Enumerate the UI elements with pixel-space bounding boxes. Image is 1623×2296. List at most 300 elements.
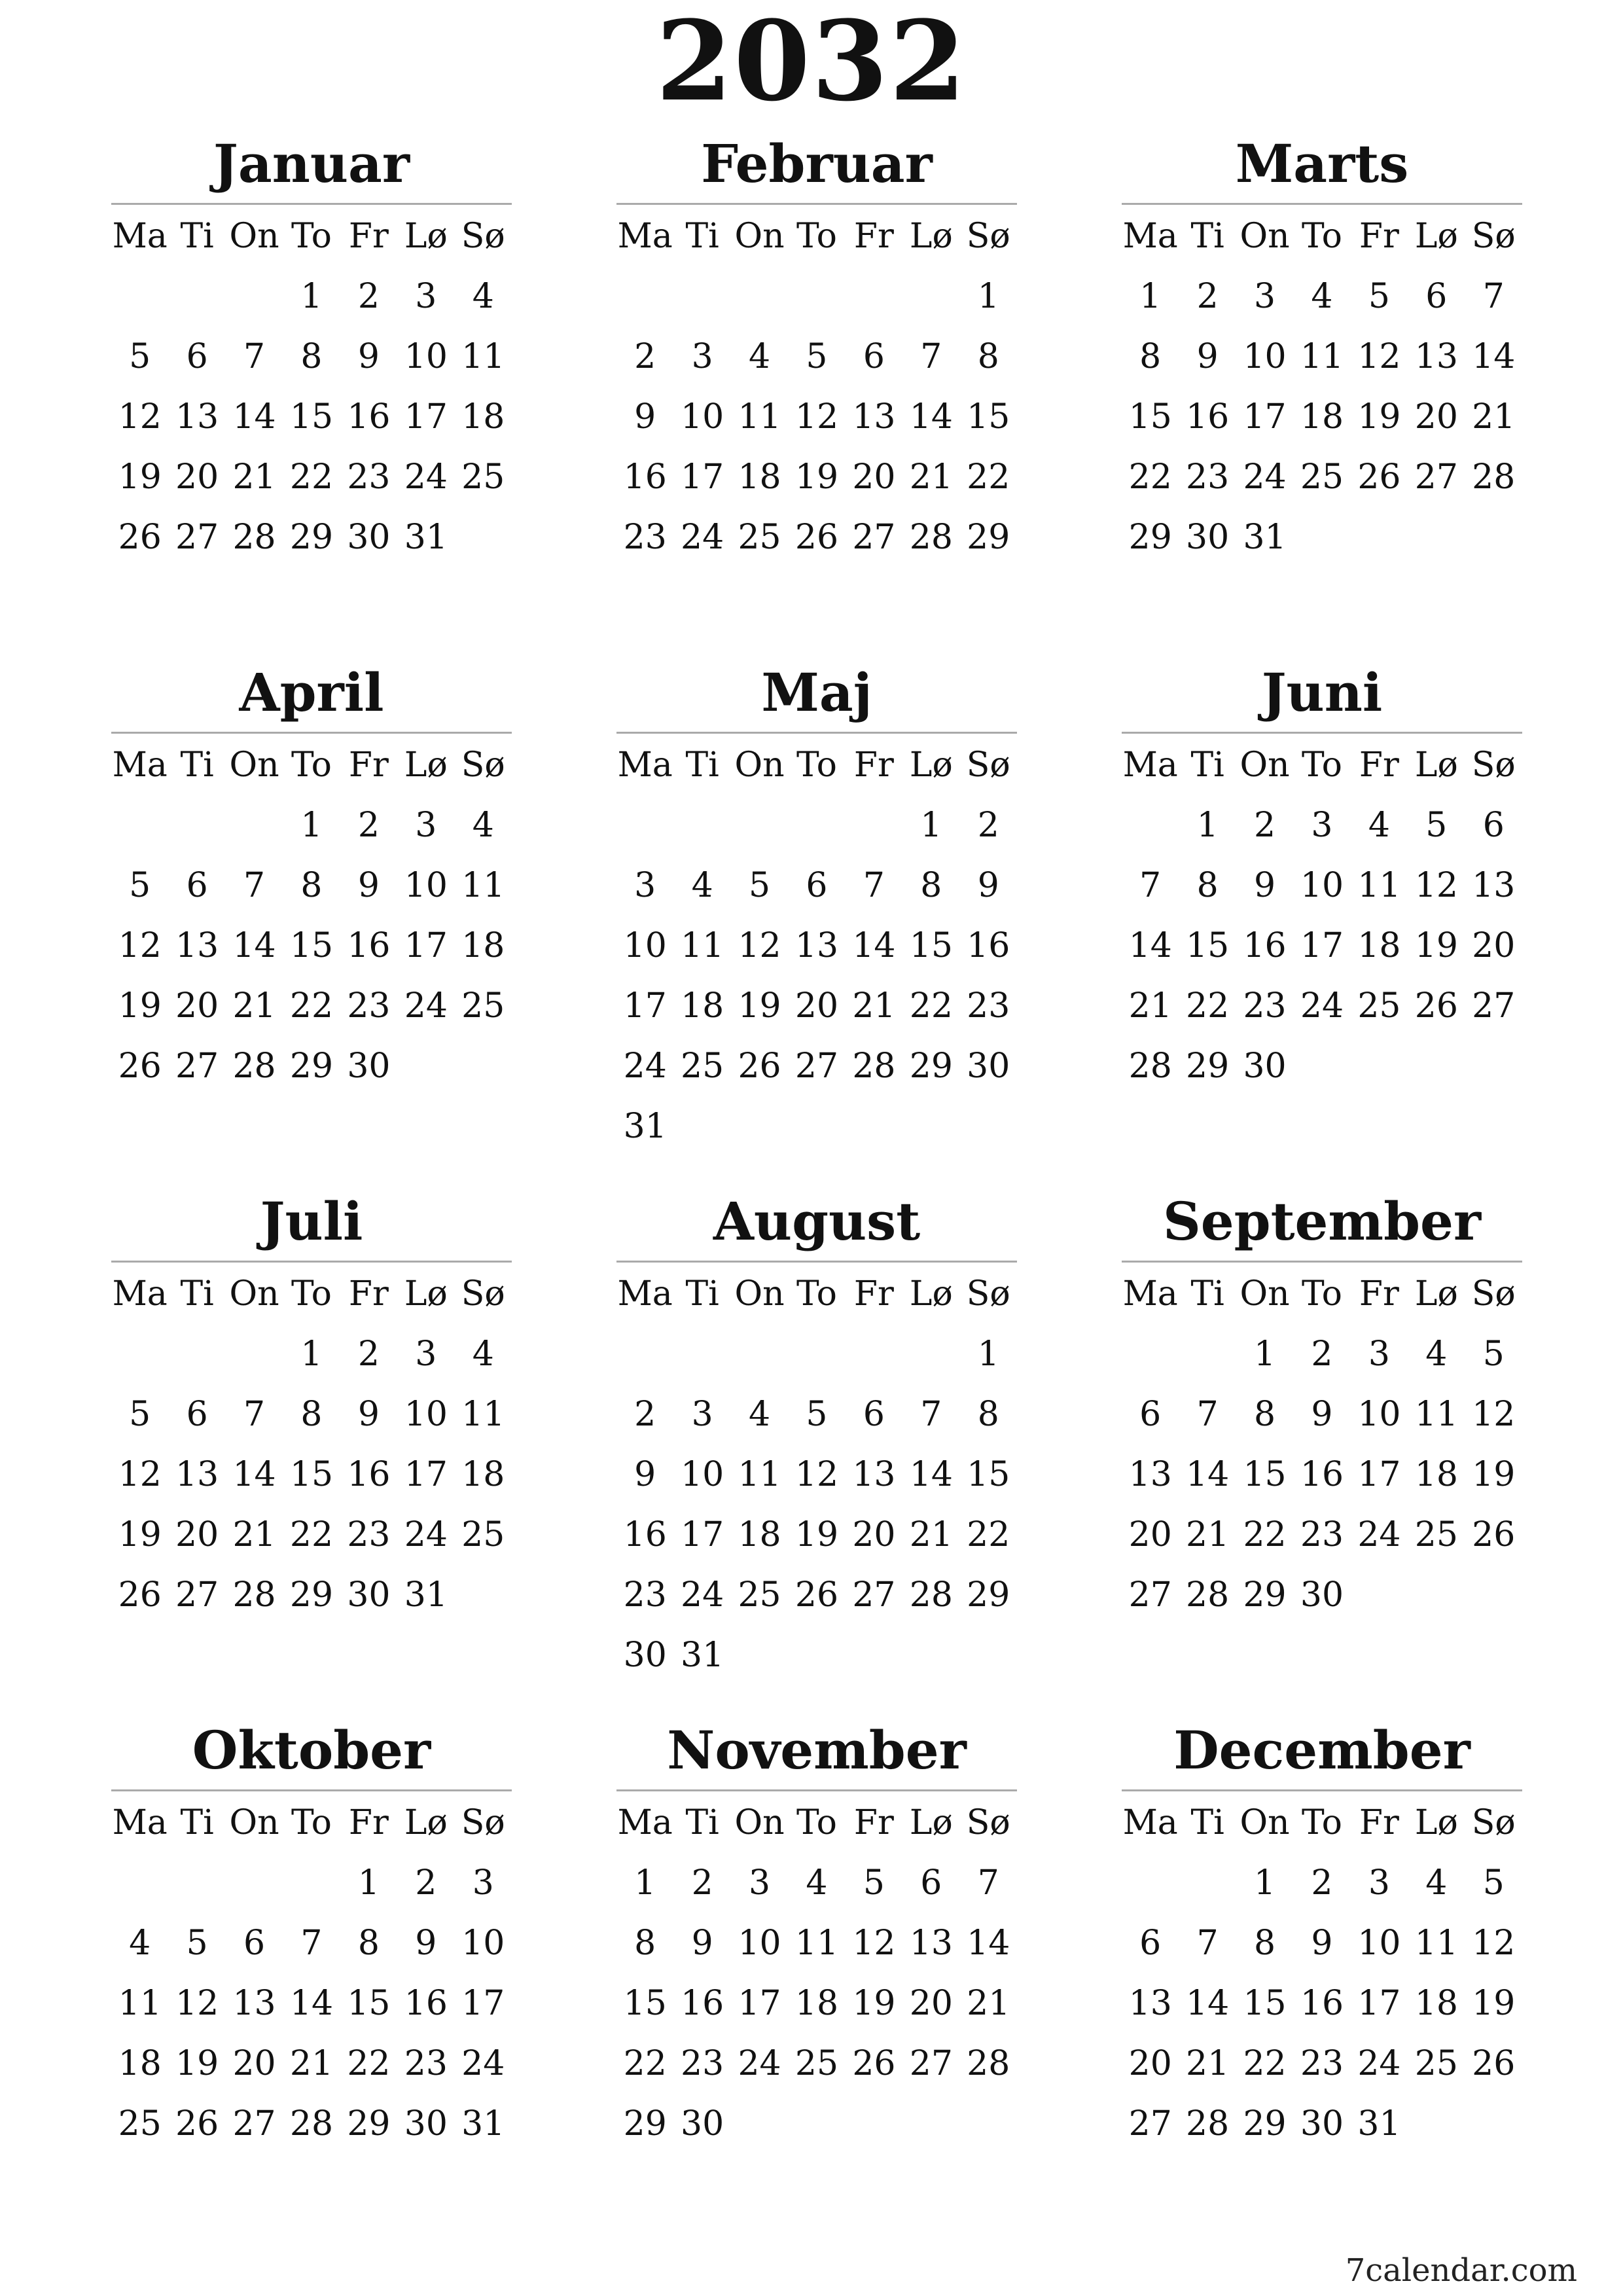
day-cell: 4: [1311, 277, 1333, 316]
day-cell: 13: [232, 1984, 276, 2023]
day-cell: 30: [1300, 2104, 1344, 2144]
day-cell: 14: [967, 1924, 1010, 1963]
month-title: April: [239, 662, 384, 723]
weekday-header: Fr: [348, 1274, 389, 1314]
weekday-header: Fr: [348, 1803, 389, 1842]
weekday-header: To: [796, 745, 837, 785]
day-cell: 10: [1300, 866, 1344, 905]
day-cell: 12: [738, 926, 781, 965]
day-cell: 25: [794, 2044, 839, 2083]
weekday-header: Sø: [461, 1274, 505, 1314]
day-cell: 31: [461, 2104, 505, 2144]
month-title: August: [713, 1191, 921, 1252]
day-cell: 13: [852, 1455, 896, 1494]
day-cell: 17: [1357, 1984, 1401, 2023]
weekday-header: Ti: [180, 217, 214, 256]
day-cell: 3: [472, 1863, 494, 1903]
day-cell: 30: [967, 1047, 1010, 1086]
day-cell: 24: [1300, 986, 1344, 1026]
day-cell: 16: [1243, 926, 1287, 965]
day-cell: 24: [1357, 2044, 1401, 2083]
day-cell: 6: [243, 1924, 266, 1963]
weekday-header: Ma: [617, 1803, 673, 1842]
day-cell: 27: [175, 1047, 219, 1086]
day-cell: 26: [794, 518, 839, 557]
day-cell: 15: [289, 397, 334, 437]
weekday-header: On: [1240, 1803, 1290, 1842]
day-cell: 28: [232, 1575, 276, 1615]
day-cell: 10: [1357, 1924, 1401, 1963]
day-cell: 29: [967, 518, 1010, 557]
day-cell: 22: [623, 2044, 667, 2083]
day-cell: 29: [289, 1047, 334, 1086]
day-cell: 25: [461, 1515, 505, 1554]
day-cell: 8: [1139, 337, 1162, 376]
day-cell: 3: [691, 1395, 713, 1434]
day-cell: 26: [852, 2044, 896, 2083]
day-cell: 28: [232, 518, 276, 557]
day-cell: 24: [681, 518, 724, 557]
weekday-header: Ma: [112, 745, 168, 785]
day-cell: 5: [186, 1924, 208, 1963]
day-cell: 27: [852, 518, 896, 557]
day-cell: 2: [634, 337, 656, 376]
day-cell: 2: [415, 1863, 437, 1903]
day-cell: 1: [977, 277, 999, 316]
day-cell: 23: [967, 986, 1010, 1026]
day-cell: 22: [1128, 457, 1172, 497]
month-title: Juni: [1261, 662, 1383, 723]
day-cell: 1: [920, 806, 942, 845]
day-cell: 7: [920, 337, 942, 376]
day-cell: 30: [347, 518, 391, 557]
day-cell: 23: [404, 2044, 448, 2083]
day-cell: 3: [415, 806, 437, 845]
day-cell: 7: [243, 866, 266, 905]
day-cell: 15: [909, 926, 953, 965]
day-cell: 17: [738, 1984, 781, 2023]
day-cell: 6: [1139, 1924, 1162, 1963]
day-cell: 20: [909, 1984, 953, 2023]
day-cell: 28: [967, 2044, 1010, 2083]
day-cell: 24: [461, 2044, 505, 2083]
day-cell: 2: [691, 1863, 713, 1903]
weekday-header: Fr: [853, 217, 894, 256]
day-cell: 19: [118, 457, 162, 497]
day-cell: 31: [623, 1107, 667, 1146]
month-divider: [616, 1261, 1017, 1263]
weekday-header: On: [229, 745, 279, 785]
day-cell: 22: [1186, 986, 1230, 1026]
day-cell: 8: [300, 337, 323, 376]
day-cell: 17: [461, 1984, 505, 2023]
weekday-header: Sø: [461, 1803, 505, 1842]
day-cell: 3: [1311, 806, 1333, 845]
day-cell: 17: [404, 397, 448, 437]
day-cell: 26: [1414, 986, 1458, 1026]
day-cell: 18: [461, 926, 505, 965]
month-januar: [111, 131, 512, 641]
day-cell: 31: [404, 518, 448, 557]
weekday-header: Ti: [685, 217, 719, 256]
day-cell: 16: [623, 1515, 667, 1554]
day-cell: 12: [175, 1984, 219, 2023]
day-cell: 25: [738, 1575, 781, 1615]
day-cell: 26: [1472, 2044, 1516, 2083]
weekday-header: To: [1302, 1803, 1342, 1842]
day-cell: 19: [794, 1515, 839, 1554]
day-cell: 18: [461, 397, 505, 437]
day-cell: 9: [1196, 337, 1219, 376]
day-cell: 20: [175, 1515, 219, 1554]
day-cell: 23: [623, 1575, 667, 1615]
day-cell: 14: [1186, 1455, 1230, 1494]
month-marts: [1122, 131, 1522, 641]
day-cell: 25: [1300, 457, 1344, 497]
day-cell: 5: [863, 1863, 885, 1903]
day-cell: 25: [1357, 986, 1401, 1026]
day-cell: 23: [347, 457, 391, 497]
day-cell: 1: [1253, 1863, 1276, 1903]
day-cell: 14: [1472, 337, 1516, 376]
weekday-header: Fr: [853, 1803, 894, 1842]
day-cell: 17: [1300, 926, 1344, 965]
weekday-header: Fr: [1359, 1803, 1399, 1842]
day-cell: 7: [1196, 1395, 1219, 1434]
day-cell: 12: [118, 926, 162, 965]
day-cell: 6: [1139, 1395, 1162, 1434]
day-cell: 20: [175, 457, 219, 497]
day-cell: 9: [634, 397, 656, 437]
day-cell: 6: [863, 1395, 885, 1434]
day-cell: 26: [118, 518, 162, 557]
day-cell: 15: [1243, 1984, 1287, 2023]
day-cell: 16: [681, 1984, 724, 2023]
day-cell: 22: [909, 986, 953, 1026]
day-cell: 15: [347, 1984, 391, 2023]
weekday-header: Fr: [348, 745, 389, 785]
day-cell: 21: [852, 986, 896, 1026]
day-cell: 16: [1300, 1455, 1344, 1494]
day-cell: 15: [967, 1455, 1010, 1494]
day-cell: 22: [1243, 2044, 1287, 2083]
day-cell: 2: [1253, 806, 1276, 845]
weekday-header: Ti: [1190, 1274, 1224, 1314]
day-cell: 24: [681, 1575, 724, 1615]
month-oktober: [111, 1717, 512, 2228]
day-cell: 17: [1357, 1455, 1401, 1494]
day-cell: 12: [1472, 1395, 1516, 1434]
year-title: 2032: [656, 0, 967, 126]
day-cell: 11: [1414, 1395, 1458, 1434]
day-cell: 19: [1414, 926, 1458, 965]
weekday-header: To: [291, 217, 332, 256]
day-cell: 14: [232, 1455, 276, 1494]
day-cell: 13: [1128, 1455, 1172, 1494]
day-cell: 18: [738, 457, 781, 497]
day-cell: 26: [175, 2104, 219, 2144]
day-cell: 25: [1414, 1515, 1458, 1554]
day-cell: 20: [1414, 397, 1458, 437]
day-cell: 6: [920, 1863, 942, 1903]
day-cell: 24: [404, 457, 448, 497]
month-divider: [1122, 1789, 1522, 1791]
day-cell: 11: [738, 1455, 781, 1494]
day-cell: 7: [920, 1395, 942, 1434]
month-juni: [1122, 660, 1522, 1170]
day-cell: 12: [794, 397, 839, 437]
day-cell: 4: [1425, 1335, 1448, 1374]
day-cell: 7: [243, 337, 266, 376]
day-cell: 25: [461, 457, 505, 497]
day-cell: 9: [977, 866, 999, 905]
day-cell: 8: [977, 337, 999, 376]
weekday-header: To: [796, 217, 837, 256]
day-cell: 19: [1472, 1455, 1516, 1494]
day-cell: 22: [347, 2044, 391, 2083]
month-februar: [616, 131, 1017, 641]
day-cell: 23: [681, 2044, 724, 2083]
day-cell: 29: [289, 1575, 334, 1615]
day-cell: 7: [300, 1924, 323, 1963]
day-cell: 21: [909, 457, 953, 497]
day-cell: 24: [404, 1515, 448, 1554]
weekday-header: Lø: [1414, 1274, 1458, 1314]
weekday-header: Sø: [966, 1274, 1010, 1314]
month-title: Januar: [213, 133, 410, 194]
day-cell: 16: [347, 926, 391, 965]
month-divider: [616, 732, 1017, 734]
day-cell: 16: [404, 1984, 448, 2023]
weekday-header: Fr: [853, 745, 894, 785]
weekday-header: On: [1240, 745, 1290, 785]
weekday-header: Ma: [1122, 745, 1178, 785]
day-cell: 12: [1414, 866, 1458, 905]
day-cell: 27: [1128, 2104, 1172, 2144]
day-cell: 17: [681, 457, 724, 497]
weekday-header: Ti: [1190, 745, 1224, 785]
day-cell: 29: [1243, 2104, 1287, 2144]
day-cell: 17: [1243, 397, 1287, 437]
day-cell: 23: [347, 986, 391, 1026]
day-cell: 20: [232, 2044, 276, 2083]
weekday-header: Fr: [1359, 1274, 1399, 1314]
day-cell: 1: [300, 277, 323, 316]
day-cell: 15: [623, 1984, 667, 2023]
day-cell: 28: [289, 2104, 334, 2144]
day-cell: 11: [461, 337, 505, 376]
weekday-header: To: [1302, 745, 1342, 785]
day-cell: 15: [1128, 397, 1172, 437]
day-cell: 13: [1472, 866, 1516, 905]
footer-link[interactable]: 7calendar.com: [1345, 2252, 1577, 2289]
day-cell: 18: [681, 986, 724, 1026]
day-cell: 29: [1243, 1575, 1287, 1615]
day-cell: 10: [681, 1455, 724, 1494]
day-cell: 1: [977, 1335, 999, 1374]
day-cell: 21: [1128, 986, 1172, 1026]
day-cell: 5: [1482, 1863, 1505, 1903]
weekday-header: Lø: [404, 1803, 448, 1842]
day-cell: 19: [852, 1984, 896, 2023]
day-cell: 18: [1300, 397, 1344, 437]
weekday-header: On: [229, 1803, 279, 1842]
weekday-header: To: [796, 1274, 837, 1314]
weekday-header: Lø: [1414, 1803, 1458, 1842]
month-divider: [1122, 732, 1522, 734]
day-cell: 20: [1128, 1515, 1172, 1554]
day-cell: 20: [852, 457, 896, 497]
day-cell: 17: [681, 1515, 724, 1554]
weekday-header: Ma: [1122, 217, 1178, 256]
day-cell: 16: [967, 926, 1010, 965]
day-cell: 2: [357, 806, 380, 845]
day-cell: 18: [1414, 1455, 1458, 1494]
day-cell: 14: [909, 397, 953, 437]
day-cell: 27: [232, 2104, 276, 2144]
month-divider: [616, 1789, 1017, 1791]
day-cell: 26: [1472, 1515, 1516, 1554]
weekday-header: Lø: [1414, 745, 1458, 785]
day-cell: 6: [1482, 806, 1505, 845]
day-cell: 1: [634, 1863, 656, 1903]
day-cell: 24: [1243, 457, 1287, 497]
day-cell: 3: [634, 866, 656, 905]
day-cell: 9: [415, 1924, 437, 1963]
day-cell: 4: [472, 277, 494, 316]
day-cell: 12: [118, 397, 162, 437]
day-cell: 4: [472, 1335, 494, 1374]
day-cell: 9: [1311, 1395, 1333, 1434]
weekday-header: Sø: [461, 745, 505, 785]
day-cell: 8: [1253, 1395, 1276, 1434]
month-divider: [616, 203, 1017, 205]
day-cell: 18: [794, 1984, 839, 2023]
month-september: [1122, 1189, 1522, 1699]
day-cell: 14: [909, 1455, 953, 1494]
month-divider: [111, 1789, 512, 1791]
day-cell: 31: [681, 1636, 724, 1675]
day-cell: 19: [118, 986, 162, 1026]
day-cell: 19: [738, 986, 781, 1026]
day-cell: 10: [1243, 337, 1287, 376]
weekday-header: To: [1302, 1274, 1342, 1314]
day-cell: 27: [1128, 1575, 1172, 1615]
day-cell: 8: [977, 1395, 999, 1434]
day-cell: 4: [748, 1395, 771, 1434]
day-cell: 12: [118, 1455, 162, 1494]
day-cell: 22: [289, 1515, 334, 1554]
day-cell: 10: [738, 1924, 781, 1963]
month-divider: [111, 203, 512, 205]
weekday-header: Ma: [112, 217, 168, 256]
day-cell: 29: [1186, 1047, 1230, 1086]
weekday-header: Sø: [1471, 745, 1516, 785]
day-cell: 18: [461, 1455, 505, 1494]
weekday-header: To: [291, 1274, 332, 1314]
day-cell: 21: [967, 1984, 1010, 2023]
weekday-header: Sø: [966, 217, 1010, 256]
day-cell: 7: [1482, 277, 1505, 316]
day-cell: 25: [461, 986, 505, 1026]
day-cell: 31: [1357, 2104, 1401, 2144]
day-cell: 3: [691, 337, 713, 376]
weekday-header: Ma: [617, 217, 673, 256]
weekday-header: Ma: [617, 745, 673, 785]
day-cell: 7: [863, 866, 885, 905]
weekday-header: On: [734, 745, 785, 785]
day-cell: 20: [1128, 2044, 1172, 2083]
day-cell: 20: [794, 986, 839, 1026]
weekday-header: Ti: [685, 1274, 719, 1314]
day-cell: 3: [415, 277, 437, 316]
month-maj: [616, 660, 1017, 1170]
day-cell: 24: [623, 1047, 667, 1086]
day-cell: 17: [404, 1455, 448, 1494]
day-cell: 22: [289, 457, 334, 497]
day-cell: 4: [129, 1924, 151, 1963]
day-cell: 27: [175, 518, 219, 557]
weekday-header: Ma: [617, 1274, 673, 1314]
weekday-header: Ti: [685, 1803, 719, 1842]
month-juli: [111, 1189, 512, 1699]
day-cell: 26: [738, 1047, 781, 1086]
day-cell: 3: [415, 1335, 437, 1374]
day-cell: 28: [1128, 1047, 1172, 1086]
day-cell: 5: [129, 1395, 151, 1434]
day-cell: 13: [794, 926, 839, 965]
day-cell: 15: [1186, 926, 1230, 965]
day-cell: 7: [243, 1395, 266, 1434]
month-title: Februar: [701, 133, 933, 194]
day-cell: 28: [232, 1047, 276, 1086]
day-cell: 17: [404, 926, 448, 965]
day-cell: 14: [1186, 1984, 1230, 2023]
day-cell: 28: [1186, 1575, 1230, 1615]
month-title: September: [1162, 1191, 1482, 1252]
weekday-header: Ti: [180, 1274, 214, 1314]
day-cell: 18: [118, 2044, 162, 2083]
day-cell: 13: [1128, 1984, 1172, 2023]
day-cell: 28: [1472, 457, 1516, 497]
weekday-header: Fr: [1359, 745, 1399, 785]
weekday-header: Ti: [180, 745, 214, 785]
day-cell: 8: [357, 1924, 380, 1963]
day-cell: 15: [1243, 1455, 1287, 1494]
day-cell: 13: [852, 397, 896, 437]
day-cell: 1: [1139, 277, 1162, 316]
day-cell: 4: [472, 806, 494, 845]
month-title: Oktober: [192, 1719, 431, 1781]
month-title: November: [667, 1719, 967, 1781]
day-cell: 21: [289, 2044, 334, 2083]
day-cell: 14: [289, 1984, 334, 2023]
day-cell: 22: [289, 986, 334, 1026]
day-cell: 23: [1300, 2044, 1344, 2083]
day-cell: 14: [232, 397, 276, 437]
day-cell: 17: [623, 986, 667, 1026]
day-cell: 5: [129, 866, 151, 905]
day-cell: 29: [623, 2104, 667, 2144]
weekday-header: Sø: [1471, 1803, 1516, 1842]
day-cell: 10: [461, 1924, 505, 1963]
day-cell: 24: [738, 2044, 781, 2083]
day-cell: 18: [1414, 1984, 1458, 2023]
day-cell: 23: [347, 1515, 391, 1554]
day-cell: 29: [1128, 518, 1172, 557]
day-cell: 13: [175, 926, 219, 965]
day-cell: 3: [1368, 1335, 1390, 1374]
